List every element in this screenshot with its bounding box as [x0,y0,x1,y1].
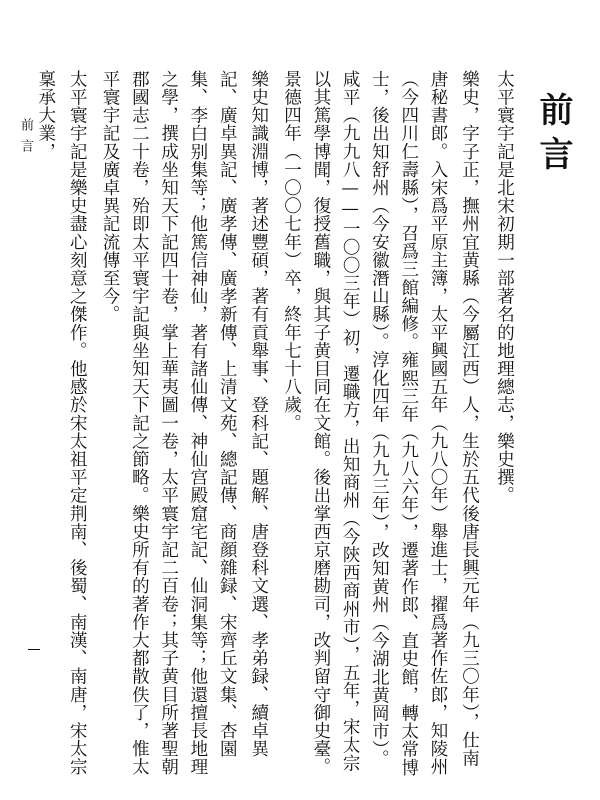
paragraph-text: 樂史知識淵博，著述豐碩，著有貢舉事、登科記、題解、唐登科文選、孝弟録、續卓異記、廣卓異記、廣孝傳、廣孝新傳、上清文苑、總記傳、商顔雜録、宋齊丘文集、杏園集、李白别集等；他篤信神仙，著有諸仙傳、神仙宫殿窟宅記、仙洞集等；他還擅長地理之學，撰成坐知天下記四十卷，掌上華夷圖一卷，太平寰宇記二百卷；其子黄目所著聖朝郡國志二十卷，殆即太平寰宇記與坐知天下記之節略。樂史所有的著作大都散佚了，惟太平寰宇記及廣卓異記流傳至今。 [100,70,269,776]
page-number [24,644,44,654]
running-head: 前言 [18,118,33,160]
page-number-mark [28,649,40,650]
paragraph [30,70,94,780]
paragraph [95,70,276,780]
paragraph-text: 樂史，字子正，撫州宜黄縣（今屬江西）人，生於五代後唐長興元年（九三〇年），仕南唐秘書郎。入宋爲平原主簿，太平興國五年（九八〇年）舉進士，擢爲著作佐郎，知陵州（今四川仁壽縣），召爲三館編修。雍熙三年（九八六年），遷著作郎、直史館，轉太常博士，後出知舒州（今安徽潛山縣）。淳化四年（九九三年），改知黄州（今湖北黄岡市）。咸平（九九八——一〇〇三年）初，遷職方，出知商州（今陝西商州市），五年，宋太宗以其篤學博聞，復授舊職，與其子黄目同在文館。後出掌西京磨勘司，改判留守御史臺。景德四年（一〇〇七年）卒，終年七十八歲。 [281,70,480,777]
paragraph-text: 太平寰宇記是北宋初期一部著名的地理總志，樂史撰。 [494,70,515,505]
paragraph [487,70,522,780]
paragraph [276,70,487,780]
paragraph-text: 太平寰宇記是樂史盡心刻意之傑作。他感於宋太祖平定荆南、後蜀、南漢、南唐，宋太宗稟承大業， [35,70,88,776]
preface-body [35,70,522,780]
page-title: 前言 [533,92,573,180]
